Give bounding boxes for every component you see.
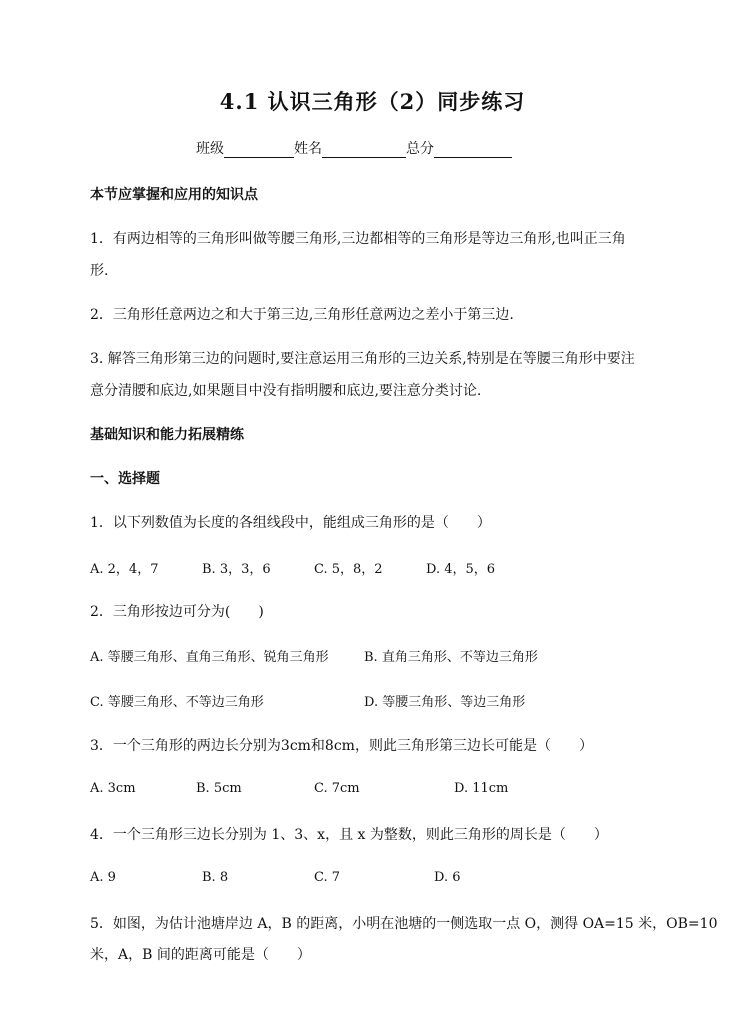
q3-option-a[interactable]: A. 3cm (90, 781, 136, 796)
knowledge-point-3-line2: 意分清腰和底边,如果题目中没有指明腰和底边,要注意分类讨论. (90, 383, 482, 399)
q4-option-d[interactable]: D. 6 (434, 870, 461, 885)
q2-option-b[interactable]: B. 直角三角形、不等边三角形 (364, 650, 538, 665)
question-2-stem: 2．三角形按边可分为( ) (90, 604, 264, 620)
knowledge-point-1-line1: 1．有两边相等的三角形叫做等腰三角形,三边都相等的三角形是等边三角形,也叫正三角 (90, 231, 626, 247)
student-info-line (196, 138, 512, 158)
practice-heading: 基础知识和能力拓展精练 (90, 427, 244, 443)
question-5-stem-line2: 米，A，B 间的距离可能是（ ） (90, 947, 311, 963)
knowledge-point-1-line2: 形. (90, 263, 109, 279)
q1-option-b[interactable]: B. 3，3，6 (202, 562, 271, 577)
question-5-stem-line1: 5．如图，为估计池塘岸边 A，B 的距离，小明在池塘的一侧选取一点 O，测得 OA=15 米，OB=10 (90, 916, 718, 932)
q3-option-b[interactable]: B. 5cm (196, 781, 242, 796)
knowledge-point-3-line1: 3. 解答三角形第三边的问题时,要注意运用三角形的三边关系,特别是在等腰三角形中要注 (90, 351, 635, 367)
question-4-stem: 4．一个三角形三边长分别为 1、3、x，且 x 为整数，则此三角形的周长是（ ） (90, 827, 608, 843)
question-1-stem: 1．以下列数值为长度的各组线段中，能组成三角形的是（ ） (90, 515, 491, 531)
question-3-stem: 3．一个三角形的两边长分别为3cm和8cm，则此三角形第三边长可能是（ ） (90, 738, 593, 754)
q4-option-b[interactable]: B. 8 (202, 870, 229, 885)
name-blank[interactable] (322, 142, 406, 158)
knowledge-heading: 本节应掌握和应用的知识点 (90, 187, 258, 203)
name-label: 姓名 (294, 141, 322, 157)
q3-option-d[interactable]: D. 11cm (454, 781, 509, 796)
q4-option-c[interactable]: C. 7 (314, 870, 341, 885)
score-blank[interactable] (434, 142, 512, 158)
class-blank[interactable] (224, 142, 294, 158)
q2-option-d[interactable]: D. 等腰三角形、等边三角形 (364, 695, 526, 710)
knowledge-point-2: 2．三角形任意两边之和大于第三边,三角形任意两边之差小于第三边. (90, 307, 514, 323)
page-title: 4.1 认识三角形（2）同步练习 (219, 89, 526, 114)
q1-option-d[interactable]: D. 4，5，6 (426, 562, 496, 577)
q3-option-c[interactable]: C. 7cm (314, 781, 360, 796)
class-label: 班级 (196, 141, 224, 157)
q1-option-c[interactable]: C. 5，8，2 (314, 562, 383, 577)
q1-option-a[interactable]: A. 2，4，7 (90, 562, 159, 577)
score-label: 总分 (406, 141, 434, 157)
q4-option-a[interactable]: A. 9 (90, 870, 116, 885)
choice-section-heading: 一、选择题 (90, 471, 160, 487)
q2-option-c[interactable]: C. 等腰三角形、不等边三角形 (90, 695, 264, 710)
q2-option-a[interactable]: A. 等腰三角形、直角三角形、锐角三角形 (90, 650, 329, 665)
